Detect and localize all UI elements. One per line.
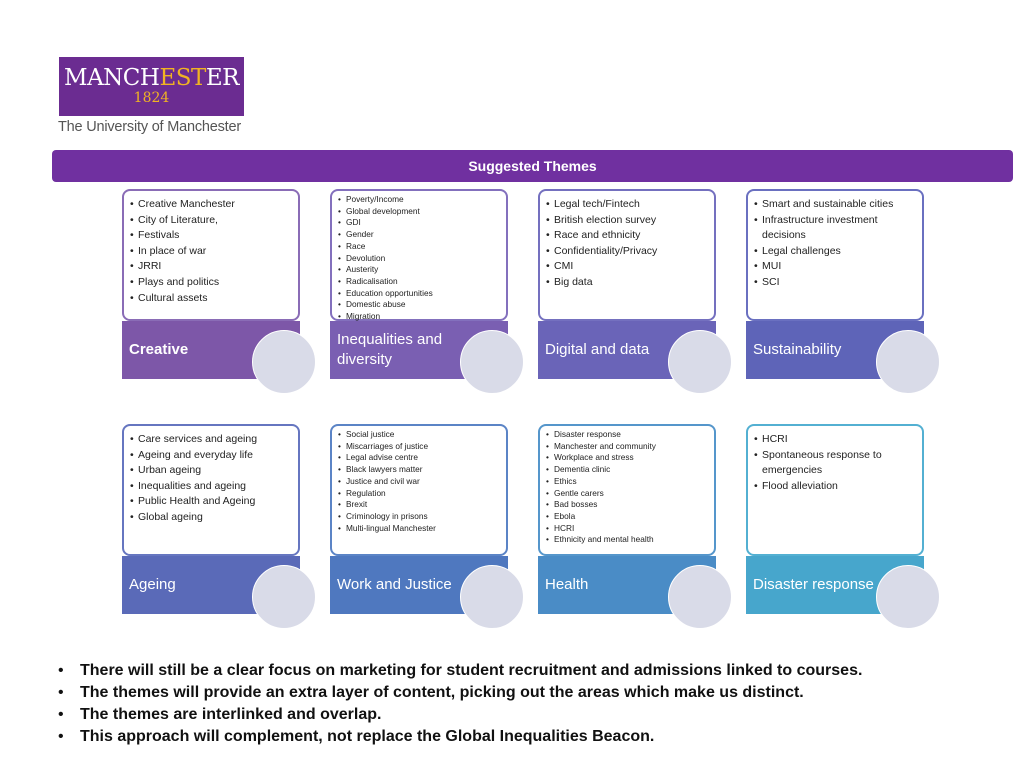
theme-item: • Brexit bbox=[338, 499, 500, 511]
theme-item-list bbox=[748, 191, 922, 291]
theme-circle-icon bbox=[460, 330, 524, 394]
theme-card-label: Digital and data bbox=[545, 341, 650, 358]
theme-card-digital[interactable] bbox=[538, 189, 716, 379]
theme-circle-icon bbox=[252, 565, 316, 629]
theme-item: • Ageing and everyday life bbox=[130, 448, 292, 464]
note-item: • There will still be a clear focus on marketing for student recruitment and admissions linked to courses. bbox=[58, 660, 862, 682]
theme-item: • Miscarriages of justice bbox=[338, 441, 500, 453]
theme-card-label: Work and Justice bbox=[337, 576, 452, 593]
theme-item: • Ethics bbox=[546, 476, 708, 488]
theme-card-ageing[interactable] bbox=[122, 424, 300, 614]
theme-item: • Legal advise centre bbox=[338, 452, 500, 464]
theme-item: • Devolution bbox=[338, 253, 500, 265]
theme-item: • SCI bbox=[754, 275, 916, 291]
theme-item: • Global ageing bbox=[130, 510, 292, 526]
theme-item: • Ethnicity and mental health bbox=[546, 534, 708, 546]
theme-item: • Manchester and community bbox=[546, 441, 708, 453]
theme-item: • MUI bbox=[754, 259, 916, 275]
logo-wordmark: MANCHESTER bbox=[64, 65, 239, 91]
theme-item: • Plays and politics bbox=[130, 275, 292, 291]
theme-item: • Justice and civil war bbox=[338, 476, 500, 488]
theme-card-inequalities[interactable] bbox=[330, 189, 508, 379]
theme-item: • Global development bbox=[338, 206, 500, 218]
theme-card-label: Sustainability bbox=[753, 341, 842, 358]
theme-card-label: Health bbox=[545, 576, 589, 593]
theme-card-label: Ageing bbox=[129, 576, 176, 593]
theme-card-label-panel bbox=[122, 321, 300, 379]
theme-item: • Legal challenges bbox=[754, 244, 916, 260]
theme-item: • CMI bbox=[546, 259, 708, 275]
theme-card-list-panel bbox=[746, 424, 924, 556]
themes-header-bar bbox=[52, 150, 1013, 182]
theme-item: • Gentle carers bbox=[546, 488, 708, 500]
theme-item: • HCRI bbox=[754, 432, 916, 448]
theme-item: • Big data bbox=[546, 275, 708, 291]
theme-card-label: Disaster response bbox=[753, 576, 874, 593]
theme-card-disaster-response[interactable] bbox=[746, 424, 924, 614]
theme-item-list bbox=[124, 191, 298, 306]
theme-item: • Confidentiality/Privacy bbox=[546, 244, 708, 260]
theme-card-label: Creative bbox=[129, 341, 189, 358]
note-item: • The themes are interlinked and overlap. bbox=[58, 704, 862, 726]
theme-item-list bbox=[748, 426, 922, 494]
theme-item-list bbox=[332, 426, 506, 534]
theme-item: • Regulation bbox=[338, 488, 500, 500]
theme-card-label-panel bbox=[746, 556, 924, 614]
theme-item: • Urban ageing bbox=[130, 463, 292, 479]
theme-item: • Migration bbox=[338, 311, 500, 323]
theme-item: • Race and ethnicity bbox=[546, 228, 708, 244]
theme-circle-icon bbox=[460, 565, 524, 629]
theme-card-list-panel bbox=[122, 424, 300, 556]
theme-item: • Disaster response bbox=[546, 429, 708, 441]
theme-item: • Ebola bbox=[546, 511, 708, 523]
theme-circle-icon bbox=[668, 565, 732, 629]
logo-year: 1824 bbox=[133, 90, 170, 106]
theme-card-label-panel bbox=[746, 321, 924, 379]
theme-item: • Legal tech/Fintech bbox=[546, 197, 708, 213]
theme-item: • Poverty/Income bbox=[338, 194, 500, 206]
themes-title: Suggested Themes bbox=[468, 158, 597, 174]
theme-item: • Multi-lingual Manchester bbox=[338, 523, 500, 535]
note-item: • This approach will complement, not replace the Global Inequalities Beacon. bbox=[58, 726, 862, 748]
theme-card-label-panel bbox=[122, 556, 300, 614]
theme-card-list-panel bbox=[330, 189, 508, 321]
theme-item: • Public Health and Ageing bbox=[130, 494, 292, 510]
theme-item: • City of Literature, bbox=[130, 213, 292, 229]
theme-card-label-panel bbox=[538, 321, 716, 379]
theme-circle-icon bbox=[668, 330, 732, 394]
theme-card-label-panel bbox=[330, 321, 508, 379]
theme-circle-icon bbox=[876, 565, 940, 629]
theme-card-list-panel bbox=[538, 424, 716, 556]
theme-card-label: Inequalities and diversity bbox=[337, 331, 443, 368]
theme-item: • Care services and ageing bbox=[130, 432, 292, 448]
theme-item: • Austerity bbox=[338, 264, 500, 276]
theme-card-health[interactable] bbox=[538, 424, 716, 614]
logo-subtitle: The University of Manchester bbox=[58, 119, 241, 135]
theme-card-sustainability[interactable] bbox=[746, 189, 924, 379]
theme-item: • Gender bbox=[338, 229, 500, 241]
theme-item: • Bad bosses bbox=[546, 499, 708, 511]
theme-card-list-panel bbox=[330, 424, 508, 556]
theme-item: • Criminology in prisons bbox=[338, 511, 500, 523]
theme-item: • In place of war bbox=[130, 244, 292, 260]
theme-item: • Black lawyers matter bbox=[338, 464, 500, 476]
theme-item: • JRRI bbox=[130, 259, 292, 275]
theme-card-creative[interactable] bbox=[122, 189, 300, 379]
theme-item: • Education opportunities bbox=[338, 288, 500, 300]
theme-item: • Social justice bbox=[338, 429, 500, 441]
theme-card-list-panel bbox=[746, 189, 924, 321]
theme-item: • Race bbox=[338, 241, 500, 253]
theme-item: • Dementia clinic bbox=[546, 464, 708, 476]
university-logo bbox=[59, 57, 244, 116]
theme-item: • Inequalities and ageing bbox=[130, 479, 292, 495]
theme-card-label-panel bbox=[538, 556, 716, 614]
theme-item: • Spontaneous response to emergencies bbox=[754, 448, 916, 479]
theme-item: • GDI bbox=[338, 217, 500, 229]
theme-item-list bbox=[332, 191, 506, 323]
theme-item: • British election survey bbox=[546, 213, 708, 229]
theme-item: • Creative Manchester bbox=[130, 197, 292, 213]
theme-card-label-panel bbox=[330, 556, 508, 614]
theme-item-list bbox=[540, 191, 714, 291]
summary-notes bbox=[58, 660, 862, 748]
theme-item-list bbox=[540, 426, 714, 546]
theme-item: • Cultural assets bbox=[130, 291, 292, 307]
theme-item: • Flood alleviation bbox=[754, 479, 916, 495]
theme-item-list bbox=[124, 426, 298, 526]
theme-item: • Domestic abuse bbox=[338, 299, 500, 311]
theme-item: • Infrastructure investment decisions bbox=[754, 213, 916, 244]
theme-card-list-panel bbox=[122, 189, 300, 321]
note-item: • The themes will provide an extra layer of content, picking out the areas which make us distinct. bbox=[58, 682, 862, 704]
theme-item: • Smart and sustainable cities bbox=[754, 197, 916, 213]
theme-item: • HCRI bbox=[546, 523, 708, 535]
theme-item: • Radicalisation bbox=[338, 276, 500, 288]
theme-card-list-panel bbox=[538, 189, 716, 321]
theme-circle-icon bbox=[252, 330, 316, 394]
theme-item: • Workplace and stress bbox=[546, 452, 708, 464]
theme-circle-icon bbox=[876, 330, 940, 394]
theme-card-work-justice[interactable] bbox=[330, 424, 508, 614]
theme-item: • Festivals bbox=[130, 228, 292, 244]
